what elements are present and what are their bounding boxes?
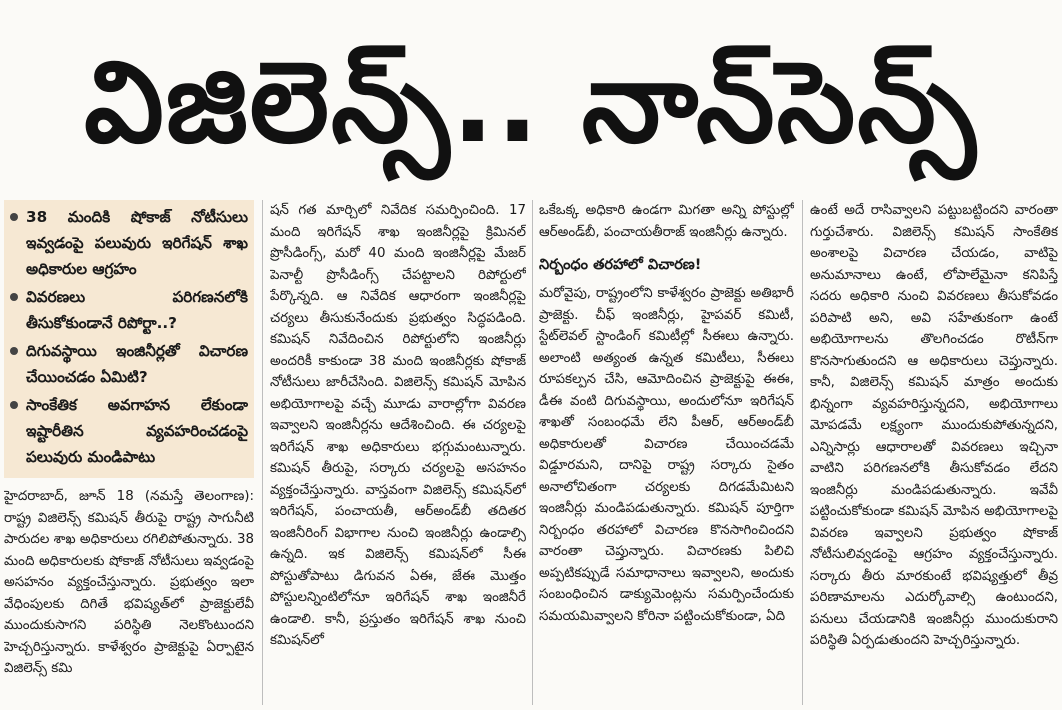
highlight-text: సాంకేతిక అవగాహన లేకుండా ఇష్టారీతిన వ్యవహరించడంపై పలువురు మండిపాటు <box>26 396 248 466</box>
highlight-item <box>8 392 248 470</box>
column-3 <box>539 200 794 705</box>
article-paragraph: మరోవైపు, రాష్ట్రంలోని కాళేశ్వరం ప్రాజెక్టు అతిభారీ ప్రాజెక్టు. చీఫ్ ఇంజినీర్లు, హైపవర్ కమిటీ, స్టేట్‌లెవల్ స్టాండింగ్ కమిటీల్లో సీఈలు ఉన్నారు. అలాంటి అత్యంత ఉన్నత కమిటీలు, సీఈలు రూపకల్పన చేసి, ఆమోదించిన ప్రాజెక్టుపై ఈఈ, డీఈ వంటి దిగువస్థాయి, అందులోనూ ఇరిగేషన్ శాఖతో సంబంధమే లేని పీఆర్, ఆర్‌అండ్‌బీ అధికారులతో విచారణ చేయించడమే విడ్డూరమని, దానిపై రాష్ట్ర సర్కారు సైతం అనాలోచితంగా చర్యలకు దిగడమేమిటని ఇంజినీర్లు మండిపడుతున్నారు. కమిషన్ పూర్తిగా నిర్బంధం తరహాలో విచారణ కొనసాగించిందని వారంతా చెప్తున్నారు. విచారణకు పిలిచి అప్పటికప్పుడే సమాధానాలు ఇవ్వాలని, అందుకు సంబంధించిన డాక్యుమెంట్లను సమర్పించేందుకు సమయమివ్వాలని కోరినా పట్టించుకోకుండా, ఏది <box>539 286 794 624</box>
column-divider <box>262 200 263 705</box>
highlight-text: వివరణలు పరిగణనలోకి తీసుకోకుండానే రిపోర్టా..? <box>26 288 248 332</box>
column-divider <box>802 200 803 705</box>
column-2 <box>270 200 526 705</box>
article-paragraph: ఒకేఒక్క అధికారి ఉండగా మిగతా అన్ని పోస్టుల్లో ఆర్‌అండ్‌బీ, పంచాయతీరాజ్ ఇంజినీర్లు ఉన్నారు. <box>539 203 794 240</box>
column-divider <box>532 200 533 705</box>
article-paragraph: ఉంటే అదే రాసివ్వాలని పట్టుబట్టిందని వారంతా గుర్తుచేశారు. విజిలెన్స్ కమిషన్ సాంకేతిక అంశాలపై విచారణ చేయడం, వాటిపై అనుమానాలు ఉంటే, లోపాలేమైనా కనిపిస్తే సదరు అధికారి నుంచి వివరణలు తీసుకోవడం పరిపాటి అని, అవి సహేతుకంగా ఉంటే అభియోగాలను తొలగించడం రొటీన్‌గా కొనసాగుతుందని ఆ అధికారులు చెప్తున్నారు. కానీ, విజిలెన్స్ కమిషన్ మాత్రం అందుకు భిన్నంగా వ్యవహరిస్తున్నదని, అభియోగాలు మోపడమే లక్ష్యంగా ముందుకుపోతున్నదని, ఎన్నిసార్లు ఆధారాలతో వివరణలు ఇచ్చినా వాటిని పరిగణనలోకి తీసుకోవడం లేదని ఇంజినీర్లు మండిపడుతున్నారు. ఇవేవీ పట్టించుకోకుండా కమిషన్ మోపిన అభియోగాలపై వివరణ ఇవ్వాలని ప్రభుత్వం షోకాజ్ నోటీసులివ్వడంపై ఆగ్రహం వ్యక్తంచేస్తున్నారు. సర్కారు తీరు మారకుంటే భవిష్యత్తులో తీవ్ర పరిణామాలను ఎదుర్కోవాల్సి ఉంటుందని, పనులు చేయడానికి ఇంజినీర్లు ముందుకురాని పరిస్థితి ఏర్పడుతుందని హెచ్చరిస్తున్నారు. <box>810 203 1058 648</box>
bullet-icon <box>10 401 18 409</box>
highlight-item <box>8 338 248 390</box>
highlight-text: 38 మందికి షోకాజ్ నోటీసులు ఇవ్వడంపై పలువురు ఇరిగేషన్ శాఖ అధికారుల ఆగ్రహం <box>26 208 248 278</box>
highlight-item <box>8 204 248 282</box>
bullet-icon <box>10 213 18 221</box>
highlight-text: దిగువస్థాయి ఇంజినీర్లతో విచారణ చేయించడం ఏమిటి? <box>26 342 248 386</box>
highlights-box <box>4 200 254 478</box>
column-4 <box>810 200 1058 705</box>
article-paragraph: షన్ గత మార్చిలో నివేదిక సమర్పించింది. 17 మంది ఇరిగేషన్ శాఖ ఇంజినీర్లపై క్రిమినల్ ప్రొసీడింగ్స్, మరో 40 మంది ఇంజినీర్లపై మేజర్ పెనాల్టీ ప్రొసీడింగ్స్ చేపట్టాలని రిపోర్టులో పేర్కొన్నది. ఆ నివేదిక ఆధారంగా ఇంజినీర్లపై చర్యలు తీసుకునేందుకు ప్రభుత్వం సిద్ధపడింది. కమిషన్ నివేదించిన రిపోర్టులోని ఇంజినీర్లు అందరికీ కాకుండా 38 మంది ఇంజినీర్లకు షోకాజ్ నోటీసులు జారీచేసింది. విజిలెన్స్ కమిషన్ మోపిన అభియోగాలపై వచ్చే మూడు వారాల్లోగా వివరణ ఇవ్వాలని ఇంజినీర్లను ఆదేశించింది. ఈ చర్యలపై ఇరిగేషన్ శాఖ అధికారులు భగ్గుమంటున్నారు. కమిషన్ తీరుపై, సర్కారు చర్యలపై అసహనం వ్యక్తంచేస్తున్నారు. వాస్తవంగా విజిలెన్స్ కమిషన్‌లో ఇరిగేషన్, పంచాయతీ, ఆర్‌అండ్‌బీ తదితర ఇంజినీరింగ్ విభాగాల నుంచి ఇంజినీర్లు ఉండాల్సి ఉన్నది. ఇక విజిలెన్స్ కమిషన్‌లో సీఈ పోస్టుతోపాటు డిగువన ఏఈ, జేఈ మొత్తం పోస్టులన్నింటిలోనూ ఇరిగేషన్ శాఖ ఇంజినీరే ఉండాలి. కానీ, ప్రస్తుతం ఇరిగేషన్ శాఖ నుంచి కమిషన్‌లో <box>270 203 526 648</box>
highlight-item <box>8 284 248 336</box>
bullet-icon <box>10 347 18 355</box>
subheading: నిర్బంధం తరహాలో విచారణ! <box>539 257 702 273</box>
column-1 <box>4 200 254 705</box>
article-paragraph: హైదరాబాద్, జూన్ 18 (నమస్తే తెలంగాణ): రాష్ట్ర విజిలెన్స్ కమిషన్ తీరుపై రాష్ట్ర సాగునీటి పారుదల శాఖ అధికారులు రగిలిపోతున్నారు. 38 మంది అధికారులకు షోకాజ్ నోటీసులు ఇవ్వడంపై అసహనం వ్యక్తంచేస్తున్నారు. ప్రభుత్వం ఇలా వేధింపులకు దిగితే భవిష్యత్‌లో ప్రాజెక్టులేవీ ముందుకుసాగని పరిస్థితి నెలకొంటుందని హెచ్చరిస్తున్నారు. కాళేశ్వరం ప్రాజెక్టుపై ఏర్పాటైన విజిలెన్స్ కమి <box>4 489 254 676</box>
bullet-icon <box>10 293 18 301</box>
headline: విజిలెన్స్.. నాన్‌సెన్స్ <box>84 38 978 168</box>
